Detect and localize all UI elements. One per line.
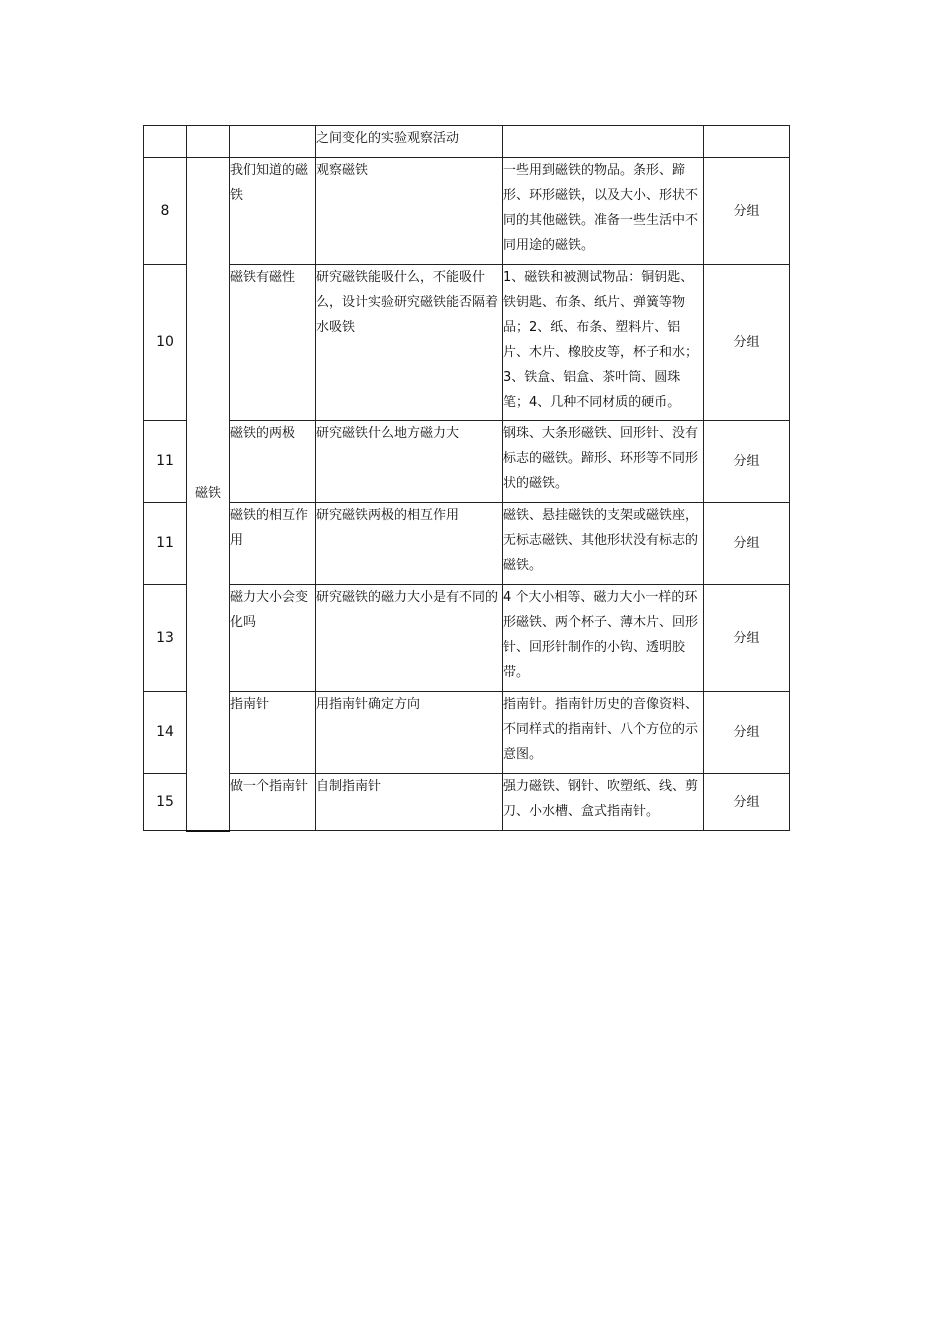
- table-row: [144, 585, 790, 692]
- cell-activity: 用指南针确定方向: [316, 692, 503, 774]
- cell-activity: 研究磁铁的磁力大小是有不同的: [316, 585, 503, 692]
- cell-activity: 研究磁铁两极的相互作用: [316, 503, 503, 585]
- cell-materials: 4 个大小相等、磁力大小一样的环形磁铁、两个杯子、薄木片、回形针、回形针制作的小钩、透明胶带。: [503, 585, 704, 692]
- cell-activity: 研究磁铁什么地方磁力大: [316, 421, 503, 503]
- cell-unit: [187, 126, 230, 158]
- table-row: [144, 421, 790, 503]
- table-row: [144, 503, 790, 585]
- cell-lesson: [230, 126, 316, 158]
- cell-number: 11: [144, 503, 187, 585]
- cell-lesson: 磁铁的两极: [230, 421, 316, 503]
- cell-form: 分组: [704, 692, 790, 774]
- cell-lesson: 磁铁的相互作用: [230, 503, 316, 585]
- cell-form: 分组: [704, 774, 790, 831]
- cell-form: 分组: [704, 421, 790, 503]
- cell-materials: 钢珠、大条形磁铁、回形针、没有标志的磁铁。蹄形、环形等不同形状的磁铁。: [503, 421, 704, 503]
- cell-form: 分组: [704, 585, 790, 692]
- cell-number: 8: [144, 158, 187, 265]
- cell-lesson: 我们知道的磁铁: [230, 158, 316, 265]
- cell-lesson: 磁铁有磁性: [230, 265, 316, 421]
- cell-number: [144, 126, 187, 158]
- cell-lesson: 指南针: [230, 692, 316, 774]
- cell-activity: 之间变化的实验观察活动: [316, 126, 503, 158]
- cell-materials: 1、磁铁和被测试物品：铜钥匙、铁钥匙、布条、纸片、弹簧等物品；2、纸、布条、塑料片、铝片、木片、橡胶皮等，杯子和水；3、铁盒、铝盒、茶叶筒、圆珠笔；4、几种不同材质的硬币。: [503, 265, 704, 421]
- table-row-continuation: [144, 126, 790, 158]
- cell-activity: 自制指南针: [316, 774, 503, 831]
- cell-lesson: 磁力大小会变化吗: [230, 585, 316, 692]
- cell-form: 分组: [704, 503, 790, 585]
- cell-form: 分组: [704, 265, 790, 421]
- cell-materials: 一些用到磁铁的物品。条形、蹄形、环形磁铁，以及大小、形状不同的其他磁铁。准备一些生活中不同用途的磁铁。: [503, 158, 704, 265]
- cell-number: 11: [144, 421, 187, 503]
- table-row: [144, 774, 790, 831]
- cell-form: 分组: [704, 158, 790, 265]
- cell-activity: 研究磁铁能吸什么，不能吸什么，设计实验研究磁铁能否隔着水吸铁: [316, 265, 503, 421]
- table-row: [144, 692, 790, 774]
- cell-number: 13: [144, 585, 187, 692]
- cell-materials: 磁铁、悬挂磁铁的支架或磁铁座，无标志磁铁、其他形状没有标志的磁铁。: [503, 503, 704, 585]
- cell-lesson: 做一个指南针: [230, 774, 316, 831]
- experiment-schedule-table: [143, 125, 790, 832]
- cell-materials: 强力磁铁、钢针、吹塑纸、线、剪刀、小水槽、盒式指南针。: [503, 774, 704, 831]
- cell-number: 15: [144, 774, 187, 831]
- cell-number: 10: [144, 265, 187, 421]
- cell-form: [704, 126, 790, 158]
- cell-unit-label: 磁铁: [187, 158, 230, 831]
- cell-number: 14: [144, 692, 187, 774]
- cell-activity: 观察磁铁: [316, 158, 503, 265]
- table-row: [144, 265, 790, 421]
- table-row: [144, 158, 790, 265]
- cell-materials: [503, 126, 704, 158]
- cell-materials: 指南针。指南针历史的音像资料、不同样式的指南针、八个方位的示意图。: [503, 692, 704, 774]
